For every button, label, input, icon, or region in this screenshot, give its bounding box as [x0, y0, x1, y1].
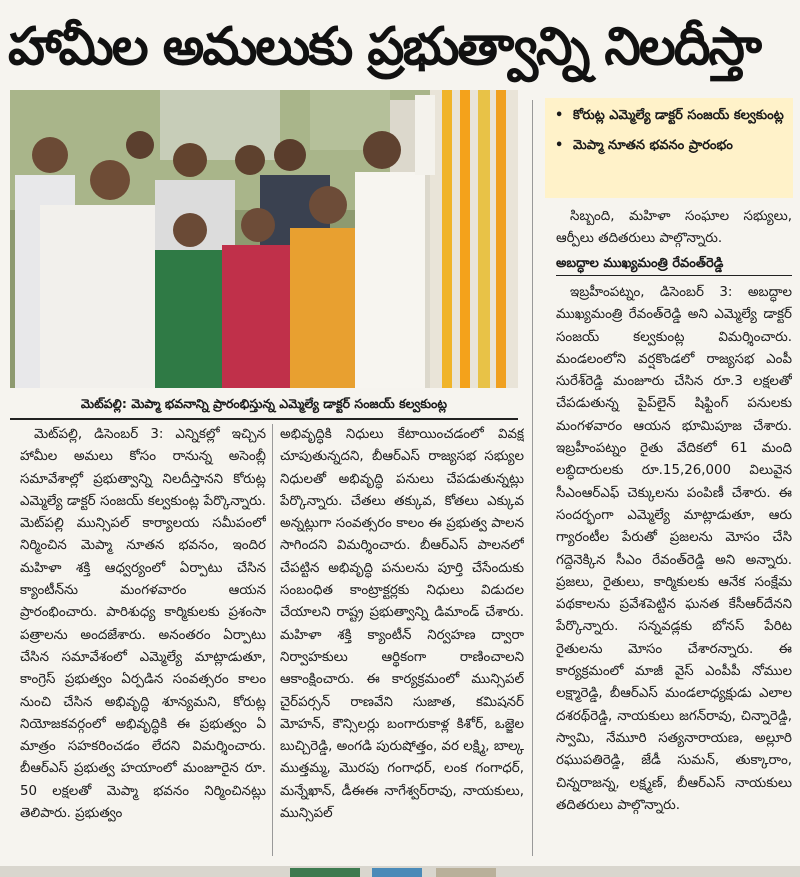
next-article-strip [0, 866, 800, 877]
strip-image [290, 868, 360, 877]
bullet-icon: • [555, 138, 564, 153]
column3-top-paragraph: సిబ్బంది, మహిళా సంఘాల సభ్యులు, ఆర్పీలు తదితరులు పాల్గొన్నారు. [556, 209, 792, 247]
strip-image [372, 868, 422, 877]
highlight-item [555, 136, 787, 156]
column-divider [532, 100, 533, 856]
column2-paragraph: అభివృద్ధికి నిధులు కేటాయించడంలో వివక్ష చూపుతున్నదని, బీఆర్‌ఎస్‌ రాజ్యసభ సభ్యుల నిధులతో అభివృద్ధి పనులు చేపడుతున్నట్లు పేర్కొన్నారు. చేతలు తక్కువ, కోతలు ఎక్కువ అన్నట్లుగా సంవత్సరం కాలం ఈ ప్రభుత్వ పాలన సాగిందని విమర్శించారు. బీఆర్‌ఎస్‌ పాలనలో చేపట్టిన అభివృద్ధి పనులను పూర్తి చేసేందుకు సంబంధిత కాంట్రాక్టర్లకు నిధులు విడుదల చేయాలని రాష్ట్ర ప్రభుత్వాన్ని డిమాండ్‌ చేశారు. మహిళా శక్తి క్యాంటీన్‌ నిర్వహణ ద్వారా నిర్వాహకులు ఆర్థికంగా రాణించాలని ఆకాంక్షించారు. ఈ కార్యక్రమంలో మున్సిపల్‌ చైర్‌పర్సన్‌ రాణవేని సుజాత, కమిషనర్‌ మోహన్‌, కౌన్సిలర్లు బంగారుకాళ్ల కిశోర్‌, ఒజ్జెల బుచ్చిరెడ్డి, అంగడి పురుషోత్తం, వర లక్ష్మి, బాల్క ముత్తమ్మ, మొరపు గంగాధర్‌, లంక గంగాధర్‌, మన్నేఖాన్‌, డీఈఈ నాగేశ్వర్‌రావు, నాయకులు, మున్సిపల్‌ [280, 427, 524, 822]
caption-divider [10, 418, 518, 420]
highlights-list [545, 98, 793, 156]
column3-paragraph: ఇబ్రహీంపట్నం, డిసెంబర్‌ 3: అబద్ధాల ముఖ్యమంత్రి రేవంత్‌రెడ్డి అని ఎమ్మెల్యే డాక్టర్‌ సంజయ్‌ కల్వకుంట్ల విమర్శించారు. మండలంలోని వర్షకొండలో రాజ్యసభ ఎంపీ సురేశ్‌రెడ్డి మంజూరు చేసిన రూ.3 లక్షలతో చేపడుతున్న పైప్‌లైన్‌ షిఫ్టింగ్‌ పనులకు మంగళవారం ఆయన భూమిపూజ చేశారు. ఇబ్రహీంపట్నం రైతు వేదికలో 61 మంది లబ్ధిదారులకు రూ.15,26,000 విలువైన సీఎంఆర్‌ఎఫ్‌ చెక్కులను పంపిణీ చేశారు. ఈ సందర్భంగా ఎమ్మెల్యే మాట్లాడుతూ, ఆరు గ్యారంటీల పేరుతో ప్రజలను మోసం చేసి గద్దెనెక్కిన సీఎం రేవంత్‌రెడ్డి అని అన్నారు. ప్రజలు, రైతులు, కార్మికులకు ఆనేక సంక్షేమ పథకాలను ప్రవేశపెట్టిన ఘనత కేసీఆర్‌దేనని పేర్కొన్నారు. సన్నవడ్లకు బోనస్‌ పేరిట రైతులను మోసం చేశారన్నారు. ఈ కార్యక్రమంలో మాజీ వైస్‌ ఎంపీపీ నోముల లక్ష్మారెడ్డి, బీఆర్‌ఎస్‌ మండలాధ్యక్షుడు ఎలాల దశరథ్‌రెడ్డి, నాయకులు జగన్‌రావు, చిన్నారెడ్డి, స్వామి, నేమూరి సత్యనారాయణ, అల్లూరి రఘుపతిరెడ్డి, జేడీ సుమన్‌, తుక్కారాం, చిన్నరాజన్న, లక్ష్మణ్‌, బీఆర్‌ఎస్‌ నాయకులు తదితరులు పాల్గొన్నారు. [556, 285, 792, 813]
column3-subheading: అబద్ధాల ముఖ్యమంత్రి రేవంత్‌రెడ్డి [556, 253, 792, 276]
article-column-1 [20, 424, 266, 854]
headline: హామీల అమలుకు ప్రభుత్వాన్ని నిలదీస్తా [8, 17, 761, 77]
column1-paragraph: మెట్‌పల్లి, డిసెంబర్‌ 3: ఎన్నికల్లో ఇచ్చిన హామీల అమలు కోసం రానున్న అసెంబ్లీ సమావేశాల్లో ప్రభుత్వాన్ని నిలదీస్తానని కోరుట్ల ఎమ్మెల్యే డాక్టర్‌ సంజయ్‌ కల్వకుంట్ల పేర్కొన్నారు. మెట్‌పల్లి మున్సిపల్‌ కార్యాలయ సమీపంలో నిర్మించిన మెప్మా నూతన భవనం, ఇందిర మహిళా శక్తి ఆధ్వర్యంలో ఏర్పాటు చేసిన క్యాంటీన్‌ను మంగళవారం ఆయన ప్రారంభించారు. పారిశుధ్య కార్మికులకు ప్రశంసా పత్రాలను అందజేశారు. అనంతరం ఏర్పాటు చేసిన సమావేశంలో ఎమ్మెల్యే మాట్లాడుతూ, కాంగ్రెస్‌ ప్రభుత్వం ఏర్పడిన సంవత్సరం కాలం నుంచి చేసిన అభివృద్ధి శూన్యమని, కోరుట్ల నియోజకవర్గంలో అభివృద్ధికి ఈ ప్రభుత్వం ఏ మాత్రం సహకరించడం లేదని విమర్శించారు. బీఆర్‌ఎస్‌ ప్రభుత్వ హయాంలో మంజూరైన రూ. 50 లక్షలతో మెప్మా భవనం నిర్మించినట్లు తెలిపారు. ప్రభుత్వం [20, 427, 266, 822]
bullet-icon: • [555, 108, 564, 123]
highlights-box [545, 98, 793, 198]
photo-caption: మెట్‌పల్లి: మెప్మా భవనాన్ని ప్రారంభిస్తున్న ఎమ్మెల్యే డాక్టర్‌ సంజయ్‌ కల్వకుంట్ల [80, 396, 448, 411]
highlight-text: మెప్మా నూతన భవనం ప్రారంభం [573, 138, 733, 153]
column3-top-text [556, 206, 792, 252]
news-photo-illustration [10, 90, 518, 388]
strip-image [436, 868, 496, 877]
article-column-3 [556, 282, 792, 854]
highlight-text: కోరుట్ల ఎమ్మెల్యే డాక్టర్‌ సంజయ్‌ కల్వకుంట్ల [573, 108, 784, 123]
article-column-2 [280, 424, 524, 854]
news-photo [10, 90, 518, 388]
highlight-item [555, 106, 787, 126]
column-divider [272, 424, 273, 856]
